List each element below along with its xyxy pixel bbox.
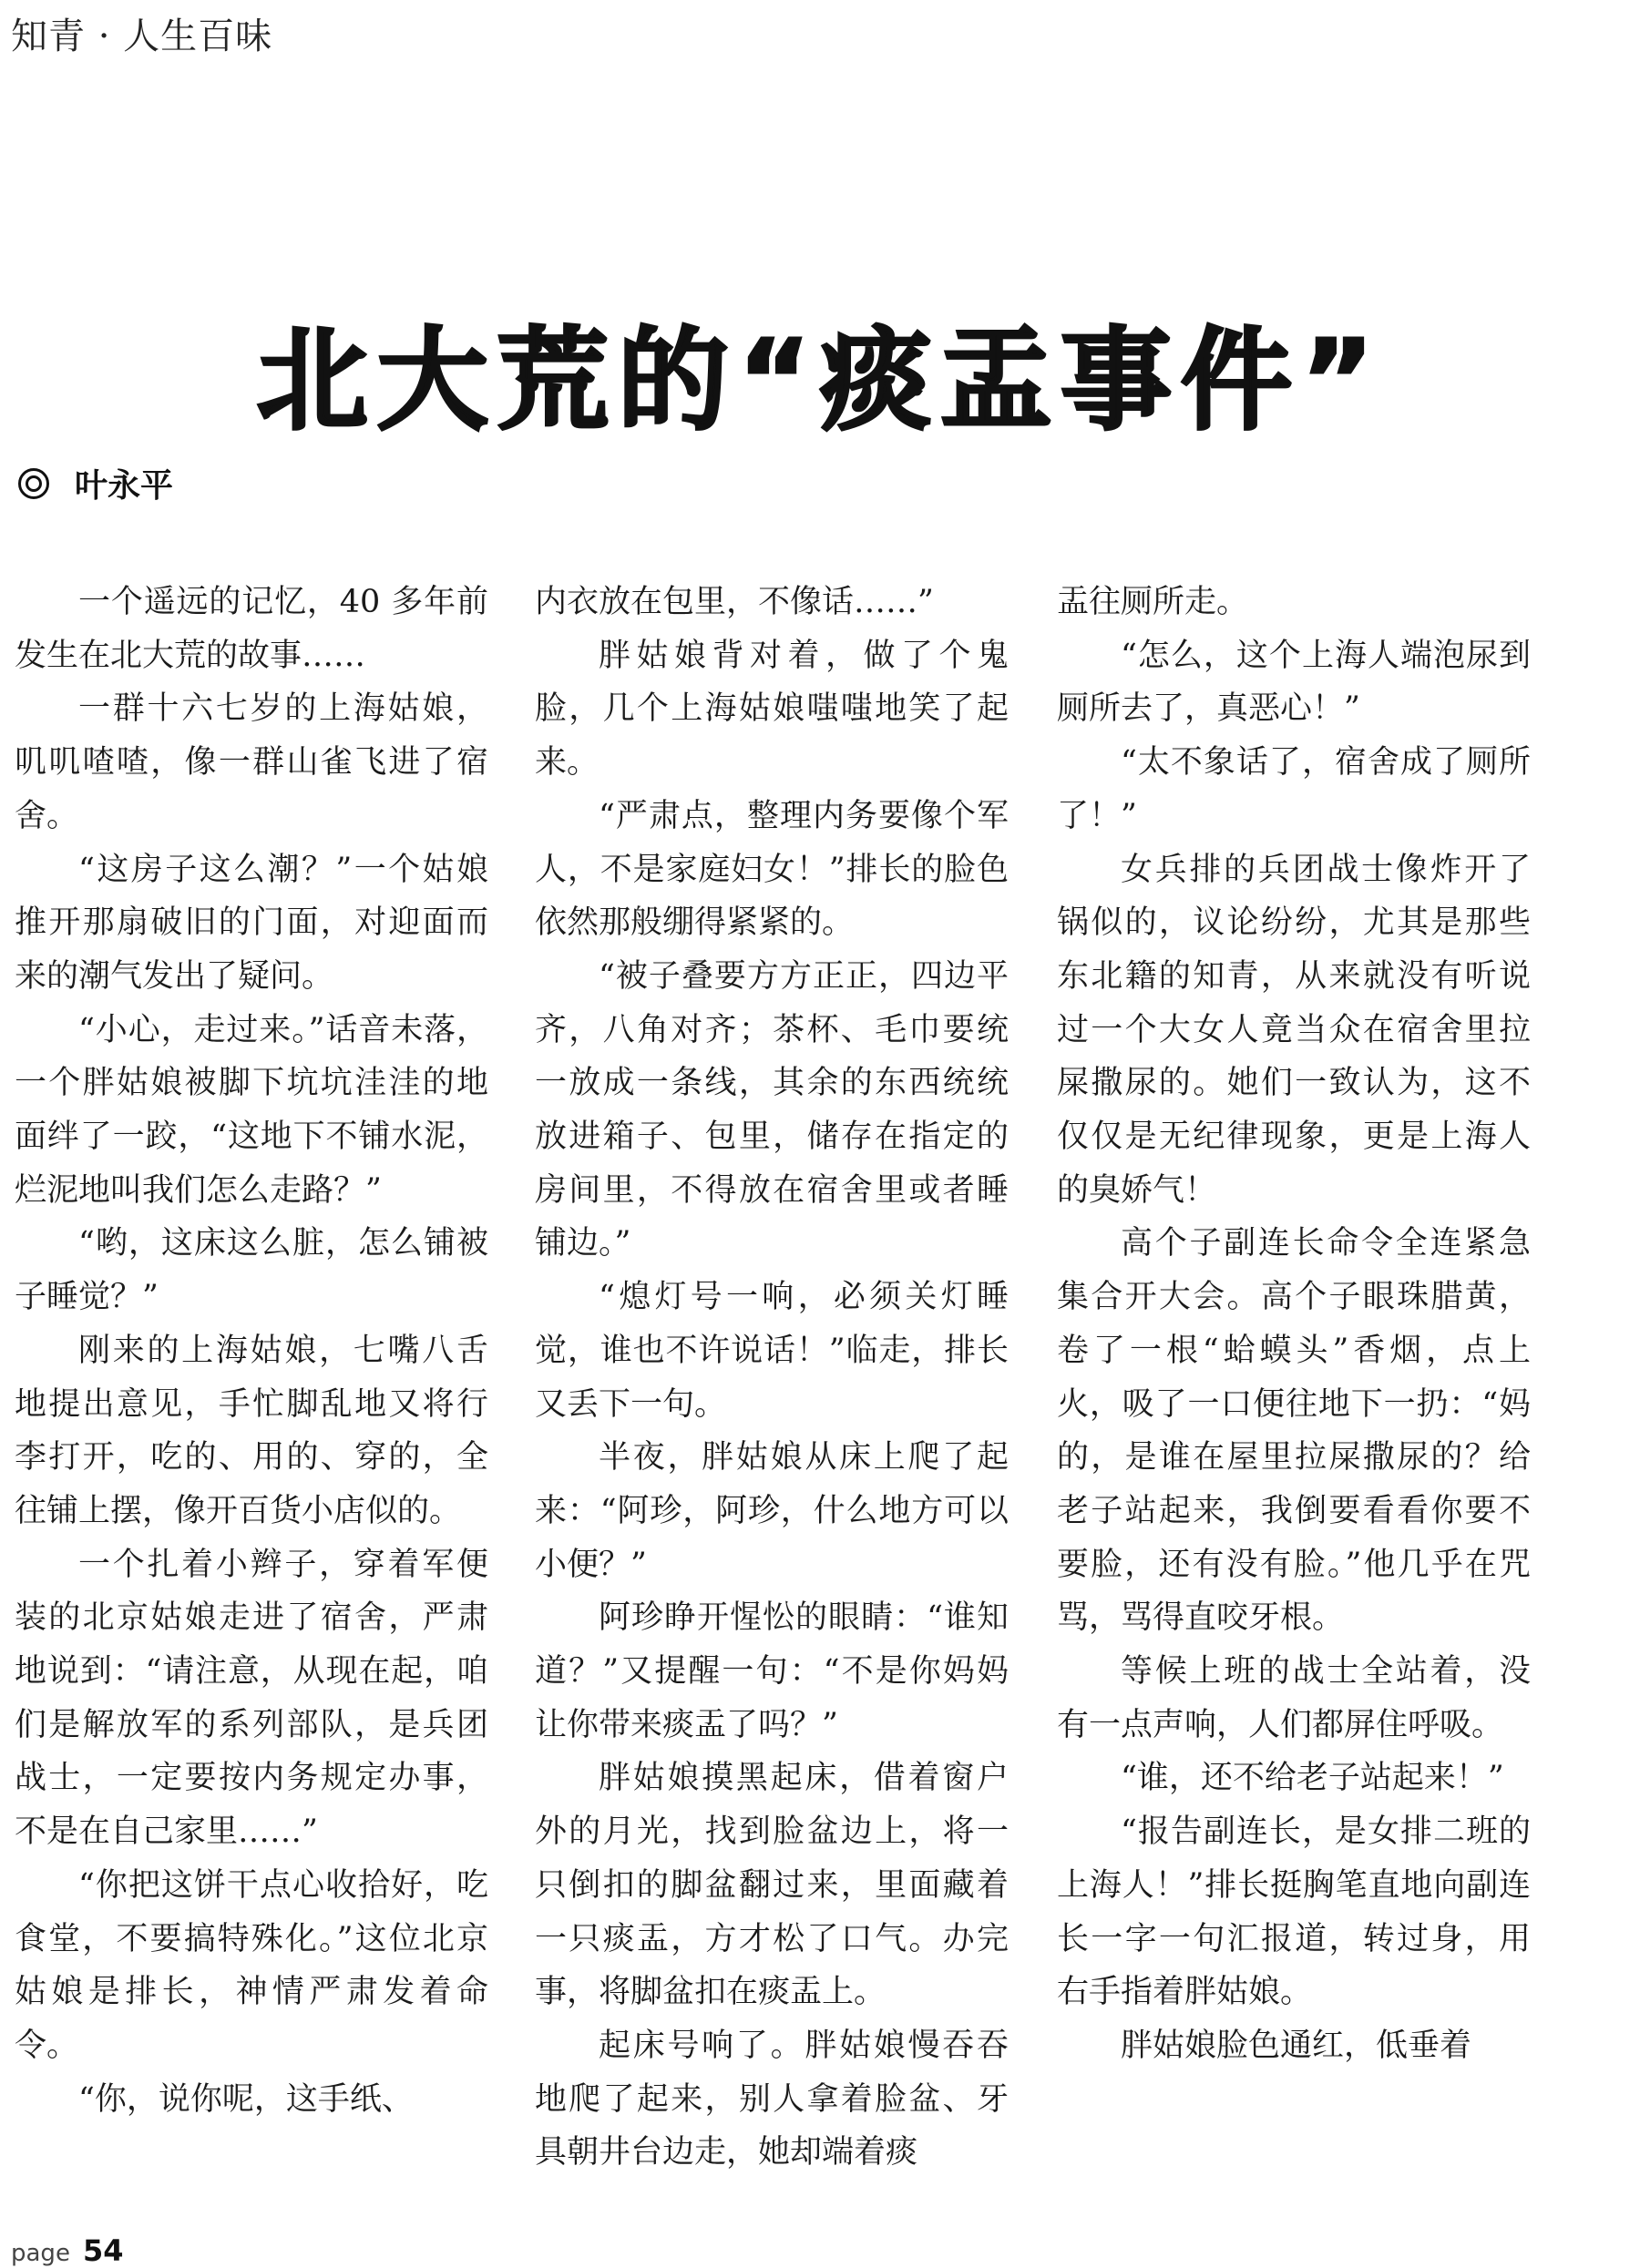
page-label: page xyxy=(11,2240,70,2267)
paragraph: 一个遥远的记忆，40 多年前发生在北大荒的故事…… xyxy=(15,584,488,674)
paragraph: “你，说你呢，这手纸、 xyxy=(78,2080,414,2118)
paragraph: “小心，走过来。”话音未落，一个胖姑娘被脚下坑坑洼洼的地面绊了一跤，“这地下不铺水泥，烂泥地叫我们怎么走路？” xyxy=(15,1011,488,1209)
paragraph-continued: 盂往厕所走。 xyxy=(1057,584,1249,620)
paragraph: “谁，还不给老子站起来！” xyxy=(1121,1760,1504,1797)
author-line xyxy=(18,460,173,506)
paragraph: 胖姑娘摸黑起床，借着窗户外的月光，找到脸盆边上，将一只倒扣的脚盆翻过来，里面藏着一只痰盂，方才松了口气。办完事，将脚盆扣在痰盂上。 xyxy=(535,1760,1009,2011)
paragraph: 阿珍睁开惺忪的眼睛：“谁知道？”又提醒一句：“不是你妈妈让你带来痰盂了吗？” xyxy=(535,1599,1009,1743)
paragraph: “你把这饼干点心收拾好，吃食堂，不要搞特殊化。”这位北京姑娘是排长，神情严肃发着命令。 xyxy=(15,1866,488,2064)
paragraph: “怎么，这个上海人端泡尿到厕所去了，真恶心！” xyxy=(1057,637,1531,728)
paragraph: “被子叠要方方正正，四边平齐，八角对齐；茶杯、毛巾要统一放成一条线，其余的东西统统放进箱子、包里，储存在指定的房间里，不得放在宿舍里或者睡铺边。” xyxy=(535,957,1009,1262)
paragraph: 一个扎着小辫子，穿着军便装的北京姑娘走进了宿舍，严肃地说到：“请注意，从现在起，咱们是解放军的系列部队，是兵团战士，一定要按内务规定办事，不是在自己家里……” xyxy=(15,1546,488,1851)
paragraph: 高个子副连长命令全连紧急集合开大会。高个子眼珠腊黄，卷了一根“蛤蟆头”香烟，点上火，吸了一口便往地下一扔：“妈的，是谁在屋里拉屎撒尿的？给老子站起来，我倒要看看你要不要脸，还有没有脸。”他几乎在咒骂，骂得直咬牙根。 xyxy=(1057,1225,1531,1637)
text-column-1 xyxy=(15,576,488,2197)
paragraph: 一群十六七岁的上海姑娘，叽叽喳喳，像一群山雀飞进了宿舍。 xyxy=(15,690,488,834)
paragraph: “熄灯号一响，必须关灯睡觉，谁也不许说话！”临走，排长又丢下一句。 xyxy=(535,1279,1009,1423)
text-column-2 xyxy=(535,576,1009,2197)
double-circle-icon xyxy=(18,468,49,499)
text-column-3 xyxy=(1057,576,1531,2197)
paragraph-continued: 内衣放在包里，不像话……” xyxy=(535,584,934,620)
paragraph: “太不象话了，宿舍成了厕所了！” xyxy=(1057,744,1531,834)
paragraph: “报告副连长，是女排二班的上海人！”排长挺胸笔直地向副连长一字一句汇报道，转过身，用右手指着胖姑娘。 xyxy=(1057,1813,1531,2011)
page-number: 54 xyxy=(82,2233,124,2268)
paragraph: 女兵排的兵团战士像炸开了锅似的，议论纷纷，尤其是那些东北籍的知青，从来就没有听说过一个大女人竟当众在宿舍里拉屎撒尿的。她们一致认为，这不仅仅是无纪律现象，更是上海人的臭娇气！ xyxy=(1057,851,1531,1209)
paragraph: “这房子这么潮？”一个姑娘推开那扇破旧的门面，对迎面而来的潮气发出了疑问。 xyxy=(15,851,488,995)
paragraph: 胖姑娘背对着，做了个鬼脸，几个上海姑娘嗤嗤地笑了起来。 xyxy=(535,637,1009,782)
paragraph: “哟，这床这么脏，怎么铺被子睡觉？” xyxy=(15,1225,488,1316)
paragraph: 等候上班的战士全站着，没有一点声响，人们都屏住呼吸。 xyxy=(1057,1653,1531,1743)
paragraph: 半夜，胖姑娘从床上爬了起来：“阿珍，阿珍，什么地方可以小便？” xyxy=(535,1439,1009,1583)
page-footer xyxy=(11,2233,123,2268)
paragraph: 胖姑娘脸色通红，低垂着 xyxy=(1121,2027,1472,2064)
paragraph: “严肃点，整理内务要像个军人，不是家庭妇女！”排长的脸色依然那般绷得紧紧的。 xyxy=(535,797,1009,942)
paragraph: 刚来的上海姑娘，七嘴八舌地提出意见，手忙脚乱地又将行李打开，吃的、用的、穿的，全往铺上摆，像开百货小店似的。 xyxy=(15,1332,488,1529)
author-name: 叶永平 xyxy=(75,467,174,505)
section-header: 知青 · 人生百味 xyxy=(11,15,273,57)
article-title: 北大荒的“痰盂事件” xyxy=(256,316,1384,445)
paragraph: 起床号响了。胖姑娘慢吞吞地爬了起来，别人拿着脸盆、牙具朝井台边走，她却端着痰 xyxy=(535,2027,1009,2171)
